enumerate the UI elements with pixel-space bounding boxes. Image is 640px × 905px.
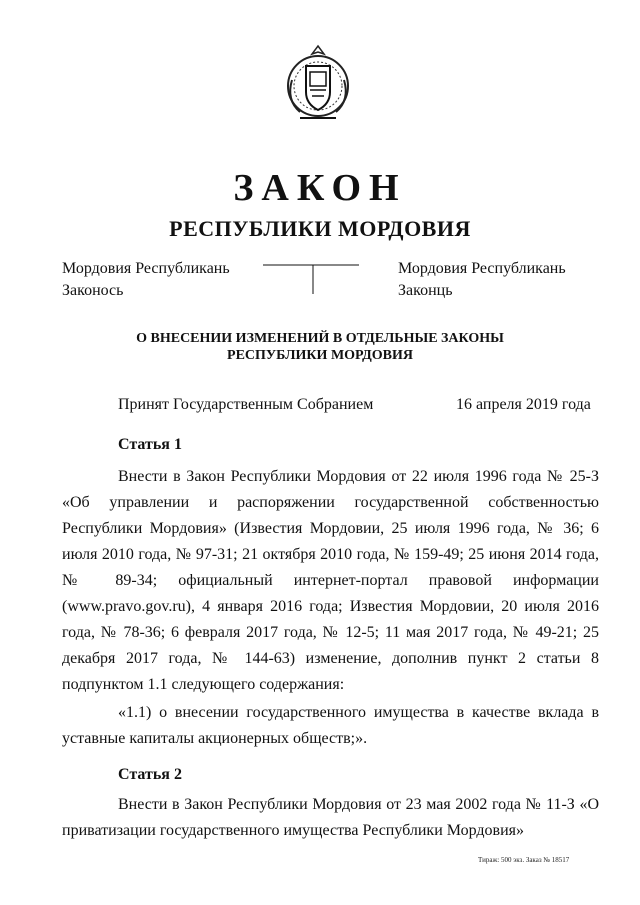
erzya-title-line-2: Законць xyxy=(398,282,453,299)
header-divider xyxy=(263,264,359,294)
document-heading xyxy=(120,330,520,364)
erzya-title xyxy=(398,258,566,302)
moksha-title-line-1: Мордовия Республикань xyxy=(62,260,230,277)
article-1-quote: «1.1) о внесении государственного имущества в качестве вклада в уставные капиталы акционерных обществ;». xyxy=(62,704,599,747)
erzya-title-line-1: Мордовия Республикань xyxy=(398,260,566,277)
article-1-heading: Статья 1 xyxy=(118,436,182,453)
adopted-by: Принят Государственным Собранием xyxy=(118,396,374,413)
coat-of-arms-icon xyxy=(278,40,358,130)
law-subtitle: РЕСПУБЛИКИ МОРДОВИЯ xyxy=(169,216,471,241)
document-heading-line-1: О ВНЕСЕНИИ ИЗМЕНЕНИЙ В ОТДЕЛЬНЫЕ ЗАКОНЫ xyxy=(136,331,504,346)
document-heading-line-2: РЕСПУБЛИКИ МОРДОВИЯ xyxy=(227,348,413,363)
print-info: Тираж: 500 экз. Заказ № 18517 xyxy=(478,856,570,864)
adopted-date: 16 апреля 2019 года xyxy=(456,396,591,413)
law-title: ЗАКОН xyxy=(233,167,407,209)
article-2-heading: Статья 2 xyxy=(118,766,182,783)
moksha-title-line-2: Законось xyxy=(62,282,124,299)
article-2-body: Внести в Закон Республики Мордовия от 23 мая 2002 года № 11-З «О приватизации государственного имущества Республики Мордовия» xyxy=(62,796,599,839)
moksha-title xyxy=(62,258,230,302)
article-1-body: Внести в Закон Республики Мордовия от 22 июля 1996 года № 25-З «Об управлении и распоряжении государственной собственностью Республики Мордовия» (Известия Мордовии, 25 июля 1996 года, № 36; 6 июля 2010 года, № 97-31; 21 октября 2010 года, № 159-49; 25 июня 2014 года, № 89-34; официальный интернет-портал правовой информации (www.pravo.gov.ru), 4 января 2016 года; Известия Мордовии, 20 июля 2016 года, № 78-36; 6 февраля 2017 года, № 12-5; 11 мая 2017 года, № 49-21; 25 декабря 2017 года, № 144-63) изменение, дополнив пункт 2 статьи 8 подпунктом 1.1 следующего содержания: xyxy=(62,468,599,693)
